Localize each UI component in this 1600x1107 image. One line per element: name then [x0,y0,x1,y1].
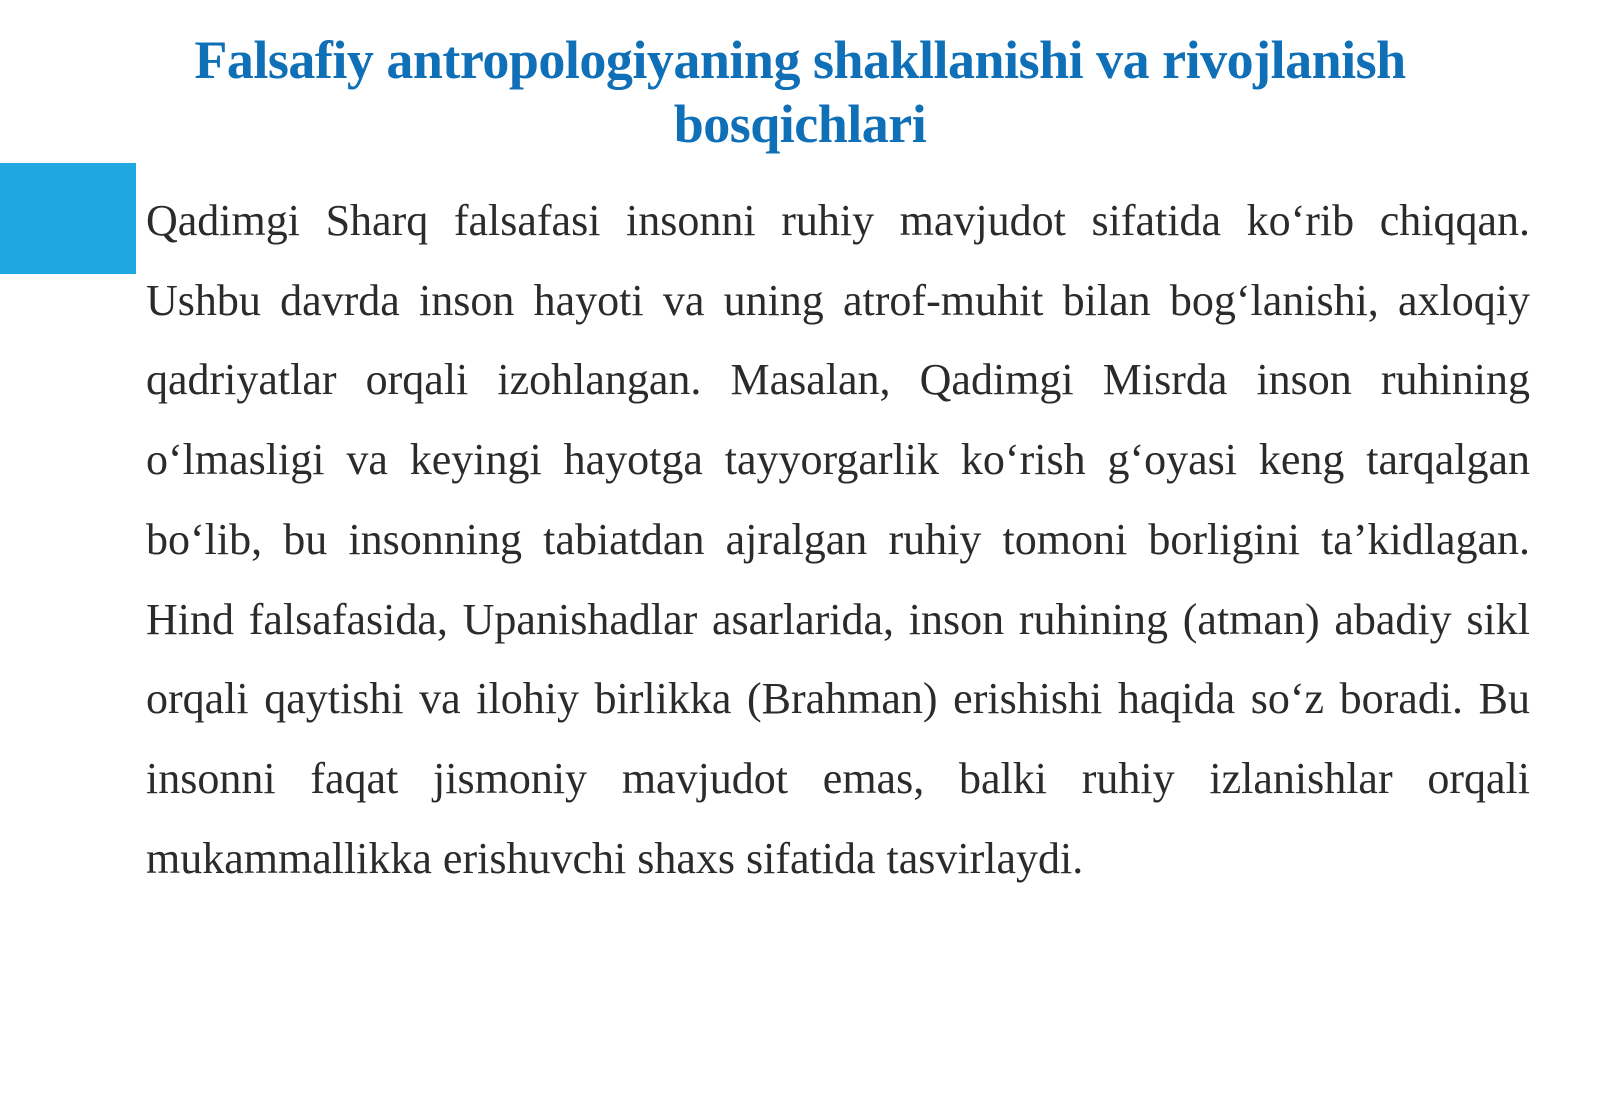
body-paragraph: Qadimgi Sharq falsafasi insonni ruhiy mavjudot sifatida ko‘rib chiqqan. Ushbu davrda inson hayoti va uning atrof-muhit bilan bog‘lanishi, axloqiy qadriyatlar orqali izohlangan. Masalan, Qadimgi Misrda inson ruhining o‘lmasligi va keyingi hayotga tayyorgarlik ko‘rish g‘oyasi keng tarqalgan bo‘lib, bu insonning tabiatdan ajralgan ruhiy tomoni borligini ta’kidlagan. Hind falsafasida, Upanishadlar asarlarida, inson ruhining (atman) abadiy sikl orqali qaytishi va ilohiy birlikka (Brahman) erishishi haqida so‘z boradi. Bu insonni faqat jismoniy mavjudot emas, balki ruhiy izlanishlar orqali mukammallikka erishuvchi shaxs sifatida tasvirlaydi. [146,196,1530,883]
accent-block [0,163,136,274]
slide-title: Falsafiy antropologiyaning shakllanishi va rivojlanish bosqichlari [194,30,1406,154]
